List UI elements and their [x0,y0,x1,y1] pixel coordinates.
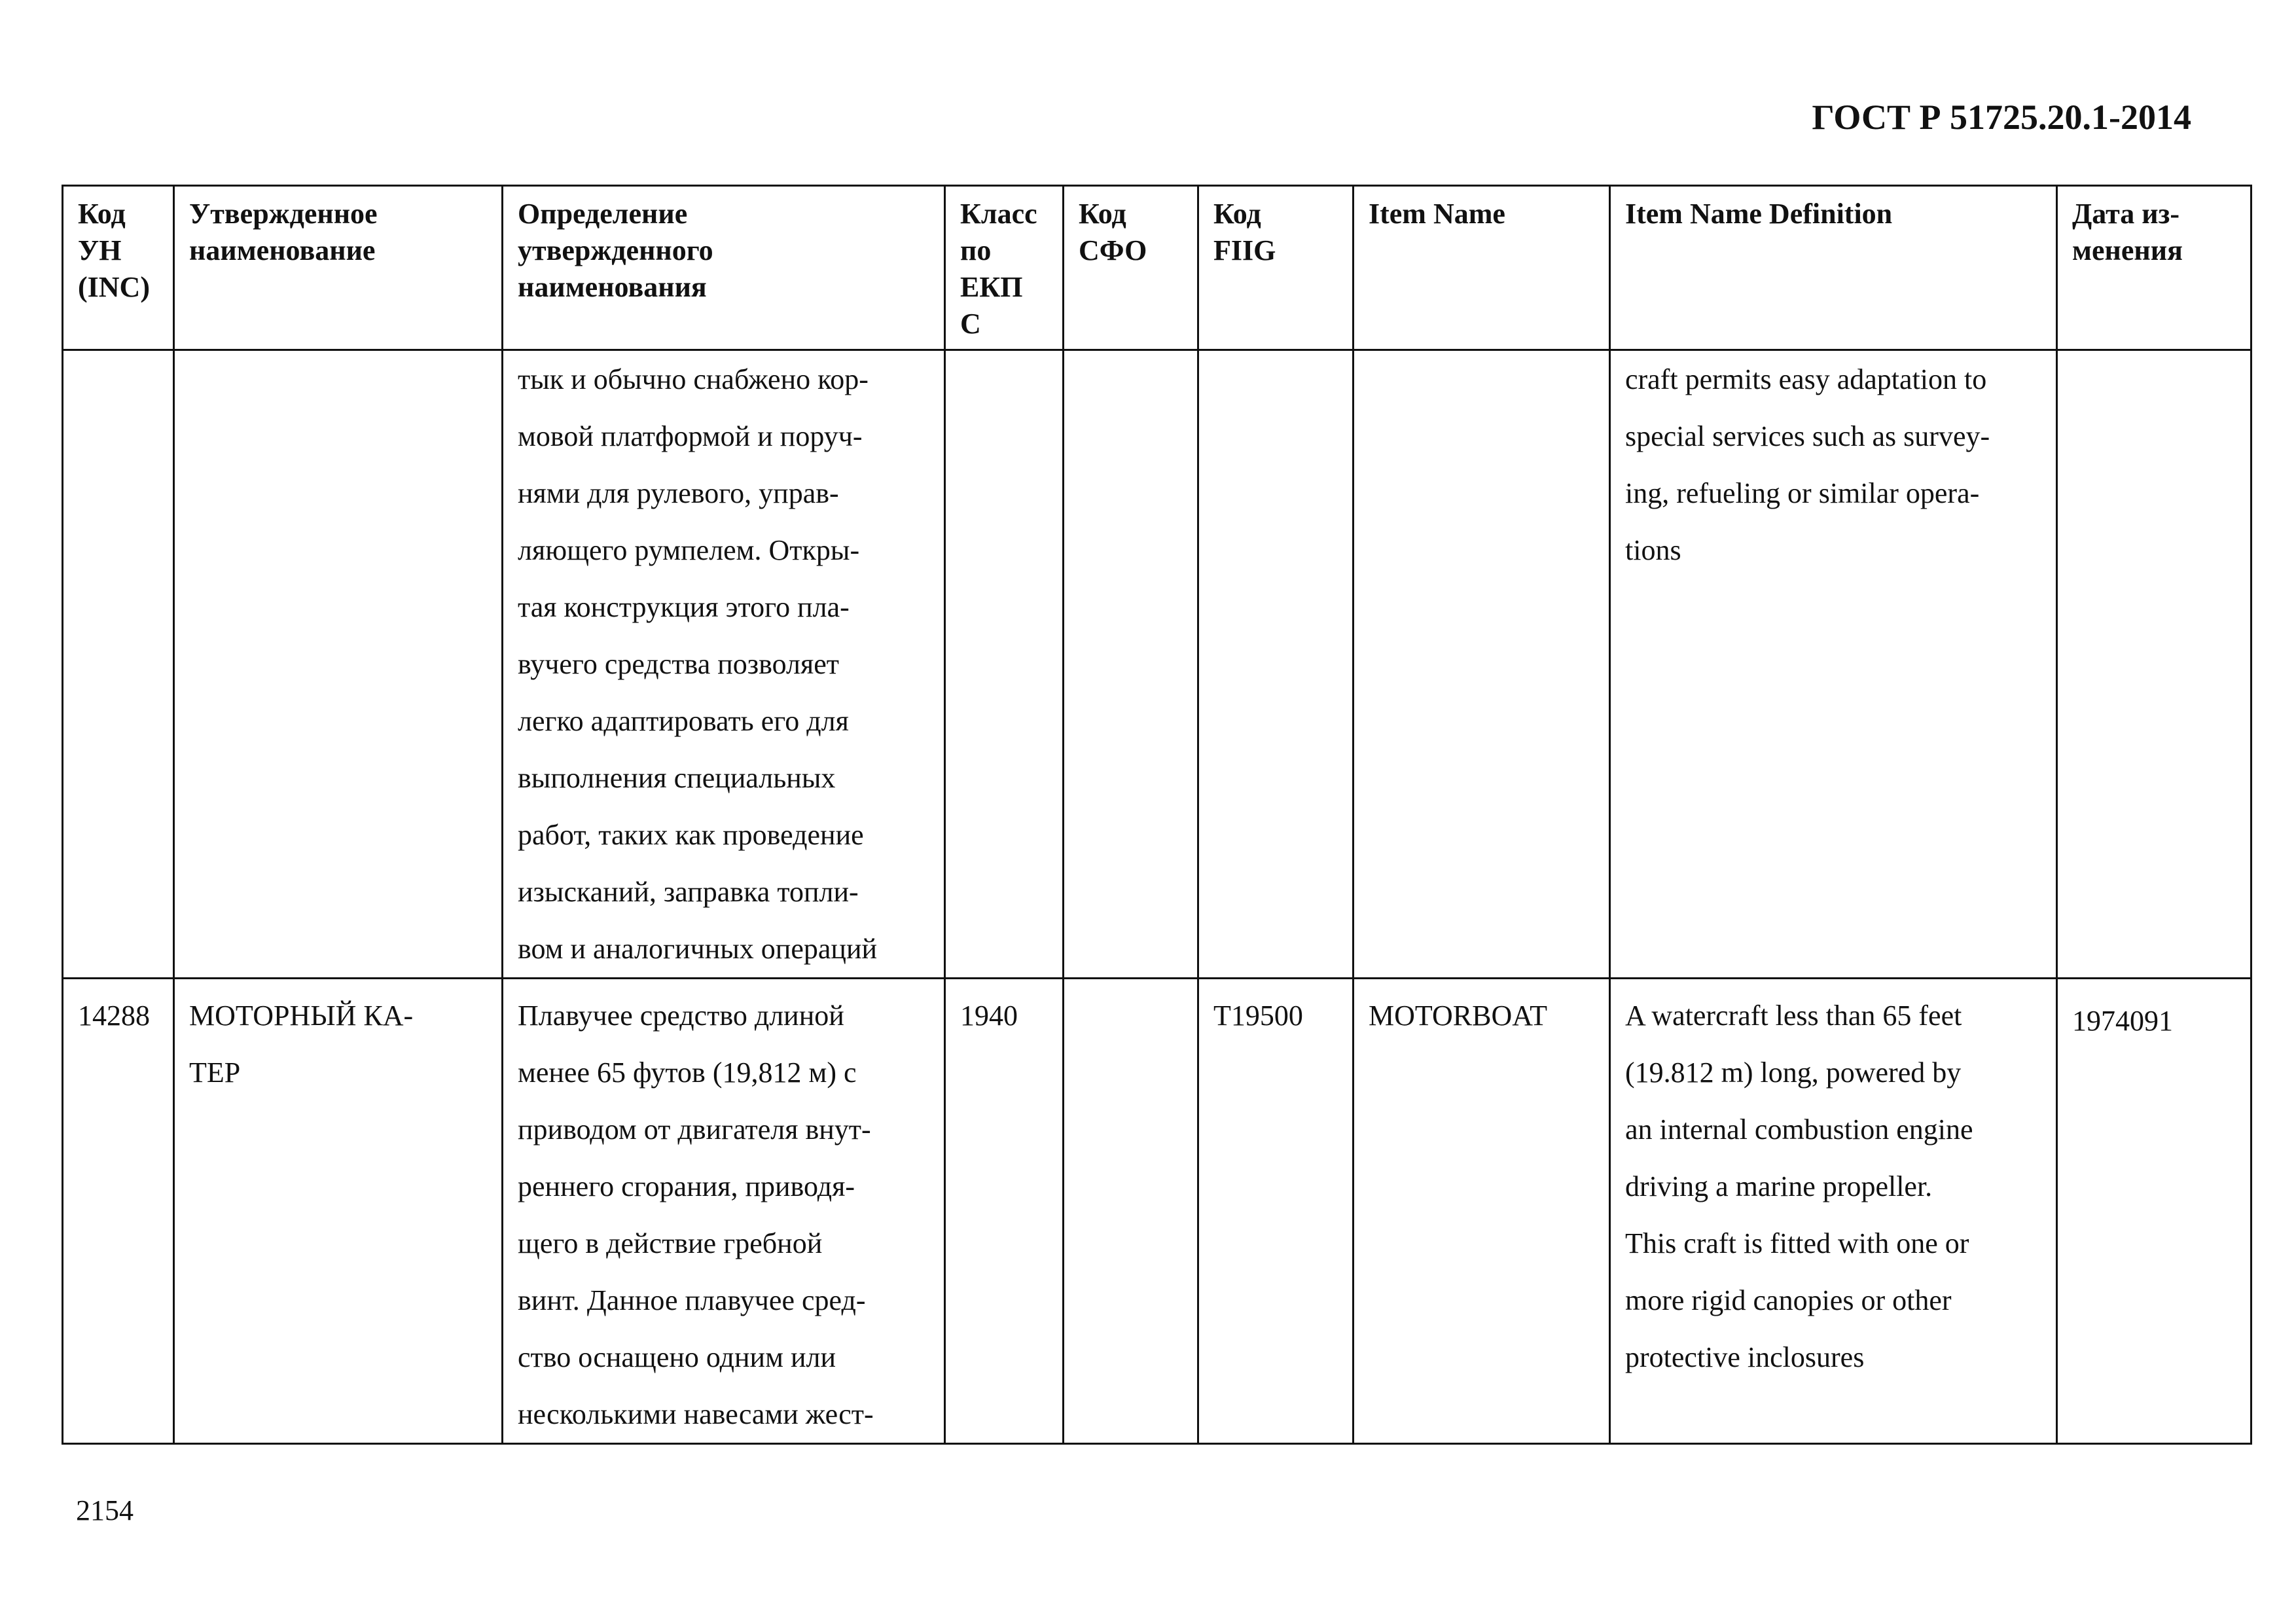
column-header-change-date: Дата из- менения [2057,186,2251,350]
cell-fiig-code: T19500 [1198,979,1354,1444]
cell-class: 1940 [945,979,1064,1444]
cell-class [945,350,1064,979]
cell-sfo-code [1064,979,1198,1444]
document-code: ГОСТ Р 51725.20.1-2014 [1812,98,2191,137]
column-header-item-name-definition: Item Name Definition [1610,186,2057,350]
nomenclature-table [62,185,2252,1445]
cell-item-name-definition: A watercraft less than 65 feet (19.812 m) long, powered by an internal combustion engine driving a marine propeller. This craft is fitted with one or more rigid canopies or other protective inclosures [1610,979,2057,1444]
column-header-name-definition: Определение утвержденного наименования [503,186,945,350]
cell-item-name-definition: craft permits easy adaptation to special services such as survey- ing, refueling or similar opera- tions [1610,350,2057,979]
page-number: 2154 [76,1494,134,1526]
cell-fiig-code [1198,350,1354,979]
cell-approved-name: МОТОРНЫЙ КА- ТЕР [174,979,503,1444]
column-header-item-name: Item Name [1354,186,1610,350]
column-header-inc: Код УН (INC) [63,186,174,350]
column-header-fiig-code: Код FIIG [1198,186,1354,350]
cell-change-date [2057,350,2251,979]
cell-name-definition: Плавучее средство длиной менее 65 футов (19,812 м) с приводом от двигателя внут- реннего сгорания, приводя- щего в действие гребной винт. Данное плавучее сред- ство оснащено одним или несколькими навесами жест- [503,979,945,1444]
column-header-class: Класс по ЕКП С [945,186,1064,350]
table-header-row [63,186,2251,350]
cell-name-definition: тык и обычно снабжено кор- мовой платформой и поруч- нями для рулевого, управ- ляющего румпелем. Откры- тая конструкция этого пла- вучего средства позволяет легко адаптировать его для выполнения специальных работ, таких как проведение изысканий, заправка топли- вом и аналогичных операций [503,350,945,979]
column-header-sfo-code: Код СФО [1064,186,1198,350]
cell-change-date: 1974091 [2057,979,2251,1444]
cell-sfo-code [1064,350,1198,979]
cell-inc [63,350,174,979]
cell-inc: 14288 [63,979,174,1444]
cell-item-name: MOTORBOAT [1354,979,1610,1444]
table-row [63,350,2251,979]
cell-item-name [1354,350,1610,979]
column-header-approved-name: Утвержденное наименование [174,186,503,350]
cell-approved-name [174,350,503,979]
table-row [63,979,2251,1444]
